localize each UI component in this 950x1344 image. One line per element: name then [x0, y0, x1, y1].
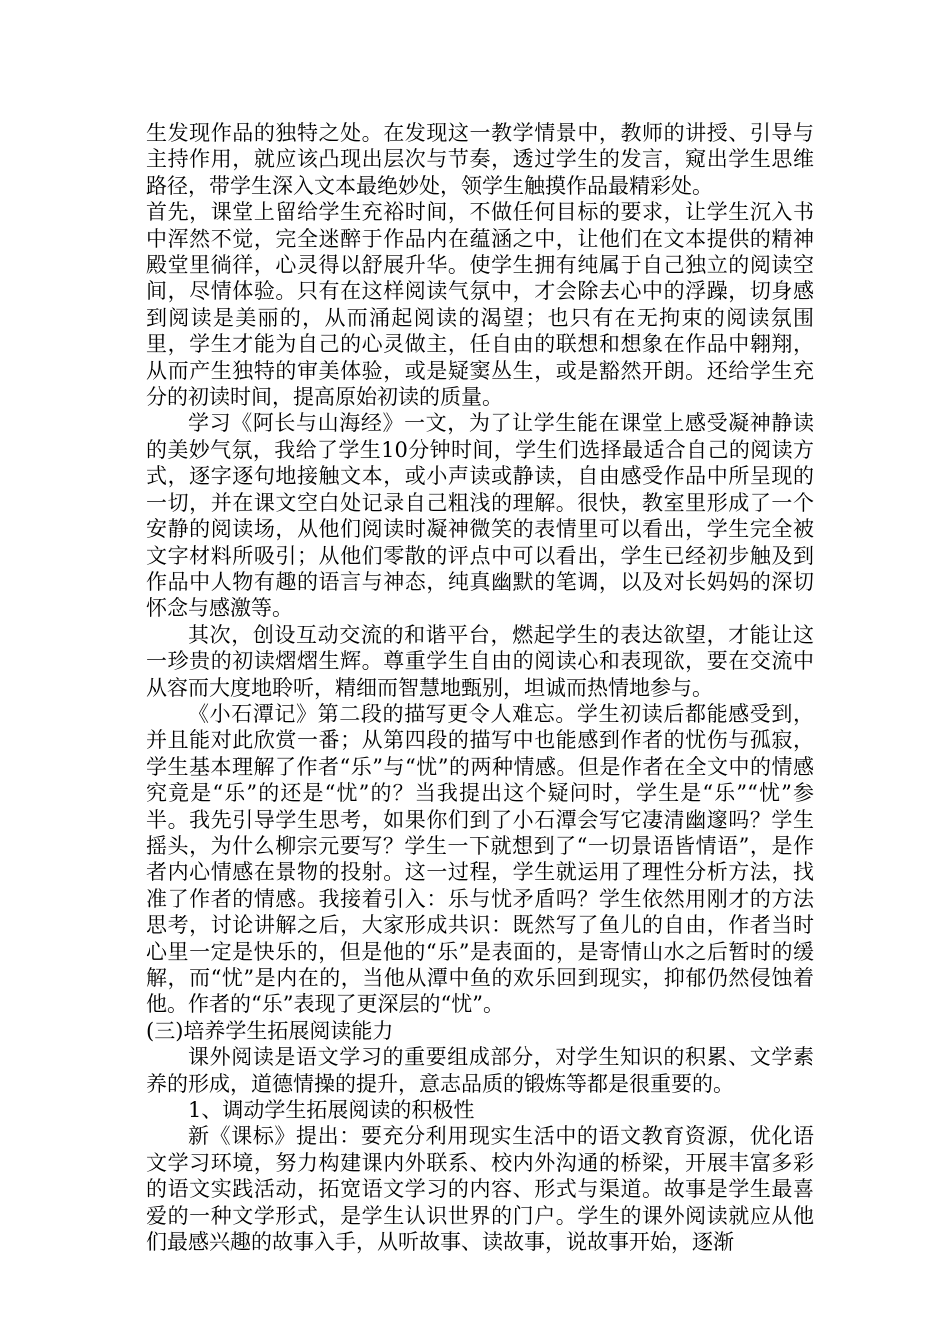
paragraph-3: 学习《阿长与山海经》一文，为了让学生能在课堂上感受凝神静读的美妙气氛，我给了学生10分钟时间，学生们选择最适合自己的阅读方式，逐字逐句地接触文本，或小声读或静读，自由感受作品中所呈现的一切，并在课文空白处记录自己粗浅的理解。很快，教室里形成了一个安静的阅读场，从他们阅读时凝神微笑的表情里可以看出，学生完全被文字材料所吸引；从他们零散的评点中可以看出，学生已经初步触及到作品中人物有趣的语言与神态，纯真幽默的笔调，以及对长妈妈的深切怀念与感激等。	[146, 411, 814, 621]
paragraph-5: 《小石潭记》第二段的描写更令人难忘。学生初读后都能感受到，并且能对此欣赏一番；从第四段的描写中也能感到作者的忧伤与孤寂，学生基本理解了作者“乐”与“忧”的两种情感。但是作者在全文中的情感究竟是“乐”的还是“忧”的？当我提出这个疑问时，学生是“乐”“忧”参半。我先引导学生思考，如果你们到了小石潭会写它凄清幽邃吗？学生摇头，为什么柳宗元要写？学生一下就想到了“一切景语皆情语”，是作者内心情感在景物的投射。这一过程，学生就运用了理性分析方法，找准了作者的情感。我接着引入：乐与忧矛盾吗？学生依然用刚才的方法思考，讨论讲解之后，大家形成共识：既然写了鱼儿的自由，作者当时心里一定是快乐的，但是他的“乐”是表面的，是寄情山水之后暂时的缓解，而“忧”是内在的，当他从潭中鱼的欢乐回到现实，抑郁仍然侵蚀着他。作者的“乐”表现了更深层的“忧”。	[146, 701, 814, 1017]
paragraph-4: 其次，创设互动交流的和谐平台，燃起学生的表达欲望，才能让这一珍贵的初读熠熠生辉。尊重学生自由的阅读心和表现欲，要在交流中从容而大度地聆听，精细而智慧地甄别，坦诚而热情地参与。	[146, 622, 814, 700]
subsection-heading: 1、调动学生拓展阅读的积极性	[188, 1098, 475, 1123]
paragraph-9: 新《课标》提出：要充分利用现实生活中的语文教育资源，优化语文学习环境，努力构建课内外联系、校内外沟通的桥梁，开展丰富多彩的语文实践活动，拓宽语文学习的内容、形式与渠道。故事是学生最喜爱的一种文学形式，是学生认识世界的门户。学生的课外阅读就应从他们最感兴趣的故事入手，从听故事、读故事，说故事开始，逐渐	[146, 1124, 814, 1255]
section-heading: (三)培养学生拓展阅读能力	[146, 1018, 394, 1043]
paragraph-2: 首先，课堂上留给学生充裕时间，不做任何目标的要求，让学生沉入书中浑然不觉，完全迷醉于作品内在蕴涵之中，让他们在文本提供的精神殿堂里徜徉，心灵得以舒展升华。使学生拥有纯属于自己独立的阅读空间，尽情体验。只有在这样阅读气氛中，才会除去心中的浮躁，切身感到阅读是美丽的，从而涌起阅读的渴望；也只有在无拘束的阅读氛围里，学生才能为自己的心灵做主，任自由的联想和想象在作品中翱翔，从而产生独特的审美体验，或是疑窦丛生，或是豁然开朗。还给学生充分的初读时间，提高原始初读的质量。	[146, 200, 814, 410]
document-page	[146, 120, 814, 1255]
paragraph-7: 课外阅读是语文学习的重要组成部分，对学生知识的积累、文学素养的形成，道德情操的提升，意志品质的锻炼等都是很重要的。	[146, 1045, 814, 1096]
paragraph-1: 生发现作品的独特之处。在发现这一教学情景中，教师的讲授、引导与主持作用，就应该凸现出层次与节奏，透过学生的发言，窥出学生思维路径，带学生深入文本最绝妙处，领学生触摸作品最精彩处。	[146, 121, 814, 198]
